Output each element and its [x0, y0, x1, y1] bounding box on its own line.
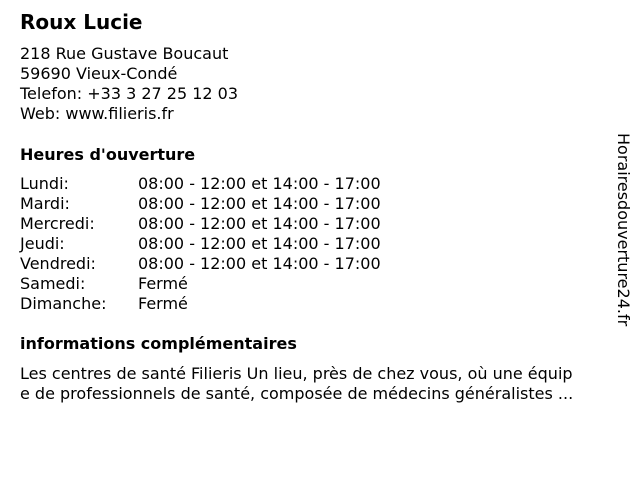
additional-info-text [20, 364, 620, 404]
address-line-1: 218 Rue Gustave Boucaut [20, 44, 229, 63]
hours-value: Fermé [138, 274, 188, 293]
hours-value: 08:00 - 12:00 et 14:00 - 17:00 [138, 194, 381, 213]
day-label: Mardi: [20, 194, 70, 213]
description-line-1: Les centres de santé Filieris Un lieu, près de chez vous, où une équip [20, 364, 573, 383]
opening-hours-list [20, 174, 381, 314]
hours-row-sunday [20, 294, 381, 314]
day-label: Jeudi: [20, 234, 65, 253]
hours-value: 08:00 - 12:00 et 14:00 - 17:00 [138, 234, 381, 253]
hours-value: 08:00 - 12:00 et 14:00 - 17:00 [138, 214, 381, 233]
hours-value: 08:00 - 12:00 et 14:00 - 17:00 [138, 254, 381, 273]
business-name: Roux Lucie [20, 10, 143, 34]
day-label: Mercredi: [20, 214, 95, 233]
day-label: Lundi: [20, 174, 69, 193]
contact-info [20, 44, 238, 124]
address-line-2: 59690 Vieux-Condé [20, 64, 178, 83]
hours-value: Fermé [138, 294, 188, 313]
hours-row-thursday [20, 234, 381, 254]
day-label: Samedi: [20, 274, 86, 293]
phone-number: Telefon: +33 3 27 25 12 03 [20, 84, 239, 103]
hours-row-wednesday [20, 214, 381, 234]
hours-heading: Heures d'ouverture [20, 145, 196, 164]
hours-row-saturday [20, 274, 381, 294]
day-label: Vendredi: [20, 254, 96, 273]
site-watermark: Horairesdouverture24.fr [614, 133, 633, 327]
hours-row-monday [20, 174, 381, 194]
description-line-2: e de professionnels de santé, composée de médecins généralistes ... [20, 384, 574, 403]
website: Web: www.filieris.fr [20, 104, 174, 123]
additional-info-heading: informations complémentaires [20, 334, 297, 353]
hours-row-friday [20, 254, 381, 274]
hours-row-tuesday [20, 194, 381, 214]
hours-value: 08:00 - 12:00 et 14:00 - 17:00 [138, 174, 381, 193]
day-label: Dimanche: [20, 294, 107, 313]
